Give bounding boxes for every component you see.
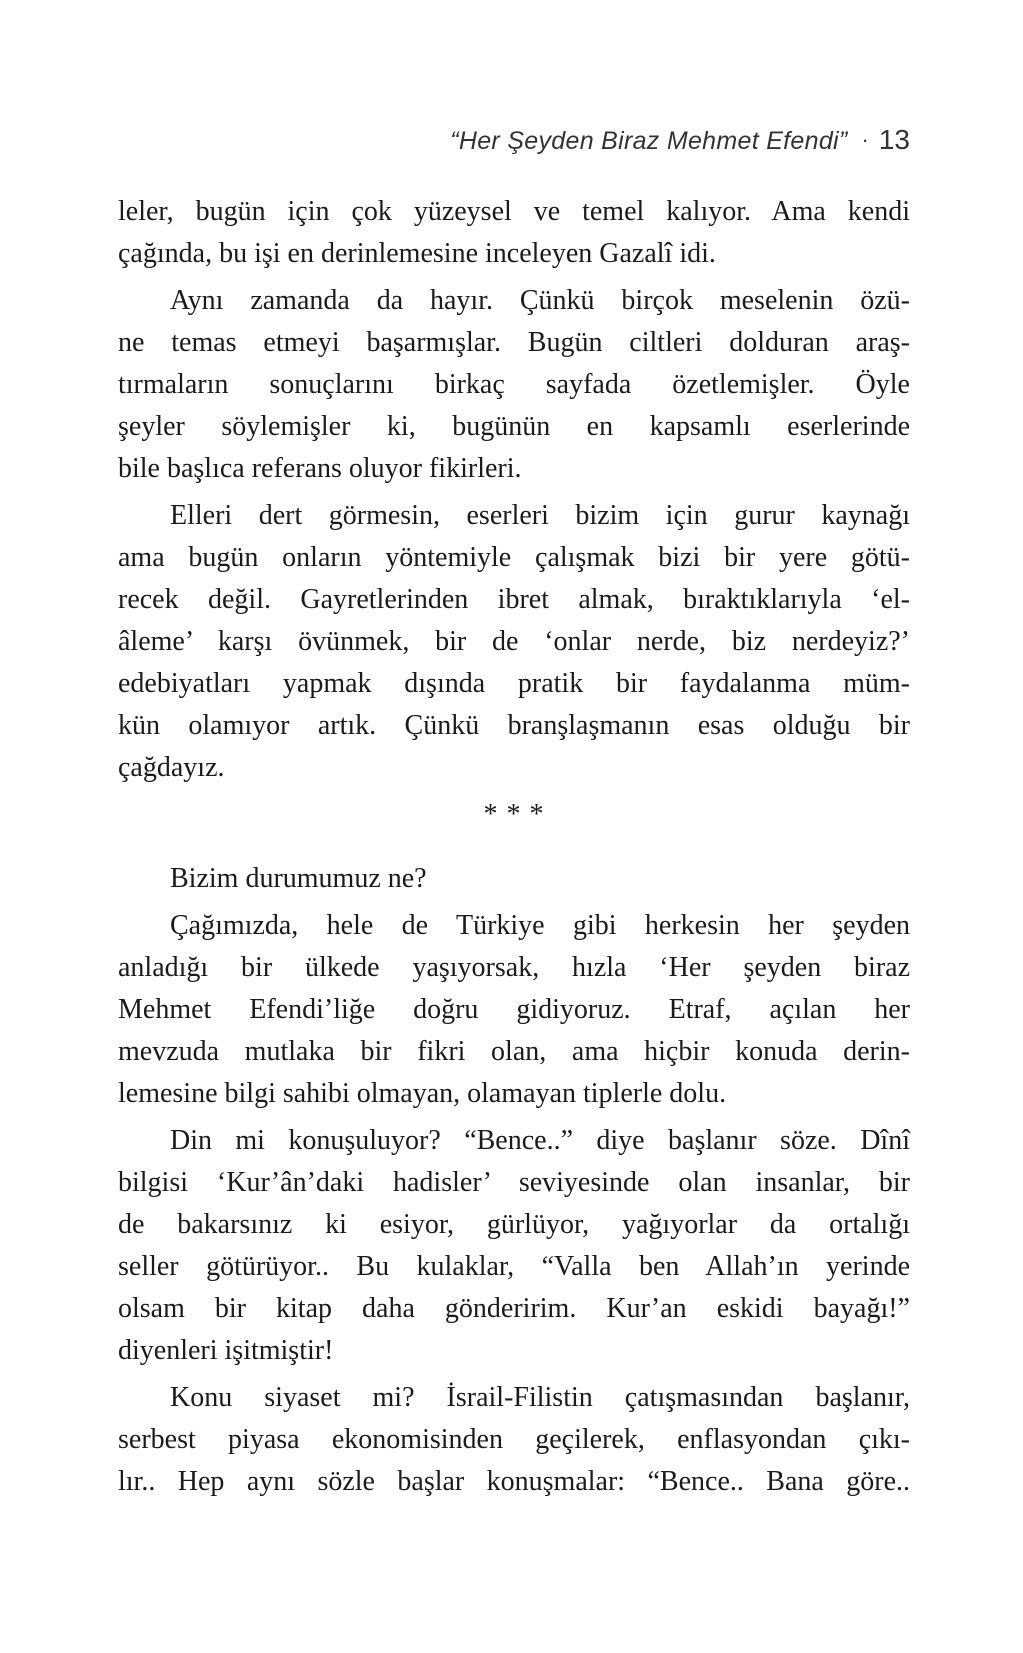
text-line: de bakarsınız ki esiyor, gürlüyor, yağıyorlar da ortalığı — [118, 1209, 910, 1240]
paragraph — [118, 495, 910, 789]
text-line: serbest piyasa ekonomisinden geçilerek, enflasyondan çıkı- — [118, 1424, 910, 1455]
paragraph — [118, 280, 910, 490]
paragraph — [118, 1120, 910, 1372]
text-line: seller götürüyor.. Bu kulaklar, “Valla ben Allah’ın yerinde — [118, 1251, 910, 1282]
text-line: Din mi konuşuluyor? “Bence..” diye başlanır söze. Dînî — [170, 1125, 910, 1156]
text-line: Konu siyaset mi? İsrail-Filistin çatışmasından başlanır, — [170, 1382, 910, 1413]
text-line: bilgisi ‘Kur’ân’daki hadisler’ seviyesinde olan insanlar, bir — [118, 1167, 910, 1198]
text-line: bile başlıca referans oluyor fikirleri. — [118, 453, 522, 484]
page-number: 13 — [878, 124, 910, 155]
text-line: lır.. Hep aynı sözle başlar konuşmalar: “Bence.. Bana göre.. — [118, 1466, 910, 1497]
running-header — [118, 122, 910, 159]
text-line: recek değil. Gayretlerinden ibret almak, bıraktıklarıyla ‘el- — [118, 584, 910, 615]
paragraph — [118, 858, 910, 900]
text-line: çağında, bu işi en derinlemesine inceleyen Gazalî idi. — [118, 238, 716, 269]
section-break: * * * — [483, 799, 545, 830]
text-line: âleme’ karşı övünmek, bir de ‘onlar nerde, biz nerdeyiz?’ — [118, 626, 910, 657]
text-line: Bizim durumumuz ne? — [170, 863, 427, 894]
paragraph — [118, 1377, 910, 1503]
text-line: ama bugün onların yöntemiyle çalışmak bizi bir yere götü- — [118, 542, 910, 573]
text-line: olsam bir kitap daha gönderirim. Kur’an eskidi bayağı!” — [118, 1293, 910, 1324]
text-line: Aynı zamanda da hayır. Çünkü birçok meselenin özü- — [170, 285, 910, 316]
running-header-title: “Her Şeyden Biraz Mehmet Efendi” — [450, 127, 848, 155]
text-line: mevzuda mutlaka bir fikri olan, ama hiçbir konuda derin- — [118, 1036, 910, 1067]
text-line: tırmaların sonuçlarını birkaç sayfada özetlemişler. Öyle — [118, 369, 910, 400]
text-line: Mehmet Efendi’liğe doğru gidiyoruz. Etraf, açılan her — [118, 994, 910, 1025]
text-line: lemesine bilgi sahibi olmayan, olamayan tiplerle dolu. — [118, 1078, 727, 1109]
text-line: edebiyatları yapmak dışında pratik bir faydalanma müm- — [118, 668, 910, 699]
body-text — [118, 191, 910, 1503]
text-line: anladığı bir ülkede yaşıyorsak, hızla ‘Her şeyden biraz — [118, 952, 910, 983]
text-line: çağdayız. — [118, 752, 225, 783]
text-line: ne temas etmeyi başarmışlar. Bugün ciltleri dolduran araş- — [118, 327, 910, 358]
text-line: leler, bugün için çok yüzeysel ve temel kalıyor. Ama kendi — [118, 196, 910, 227]
text-line: şeyler söylemişler ki, bugünün en kapsamlı eserlerinde — [118, 411, 910, 442]
header-separator-dot: · — [861, 127, 869, 152]
text-line: Elleri dert görmesin, eserleri bizim için gurur kaynağı — [170, 500, 910, 531]
text-line: kün olamıyor artık. Çünkü branşlaşmanın esas olduğu bir — [118, 710, 910, 741]
text-line: Çağımızda, hele de Türkiye gibi herkesin her şeyden — [170, 910, 910, 941]
text-line: diyenleri işitmiştir! — [118, 1335, 334, 1366]
paragraph — [118, 905, 910, 1115]
paragraph — [118, 191, 910, 275]
